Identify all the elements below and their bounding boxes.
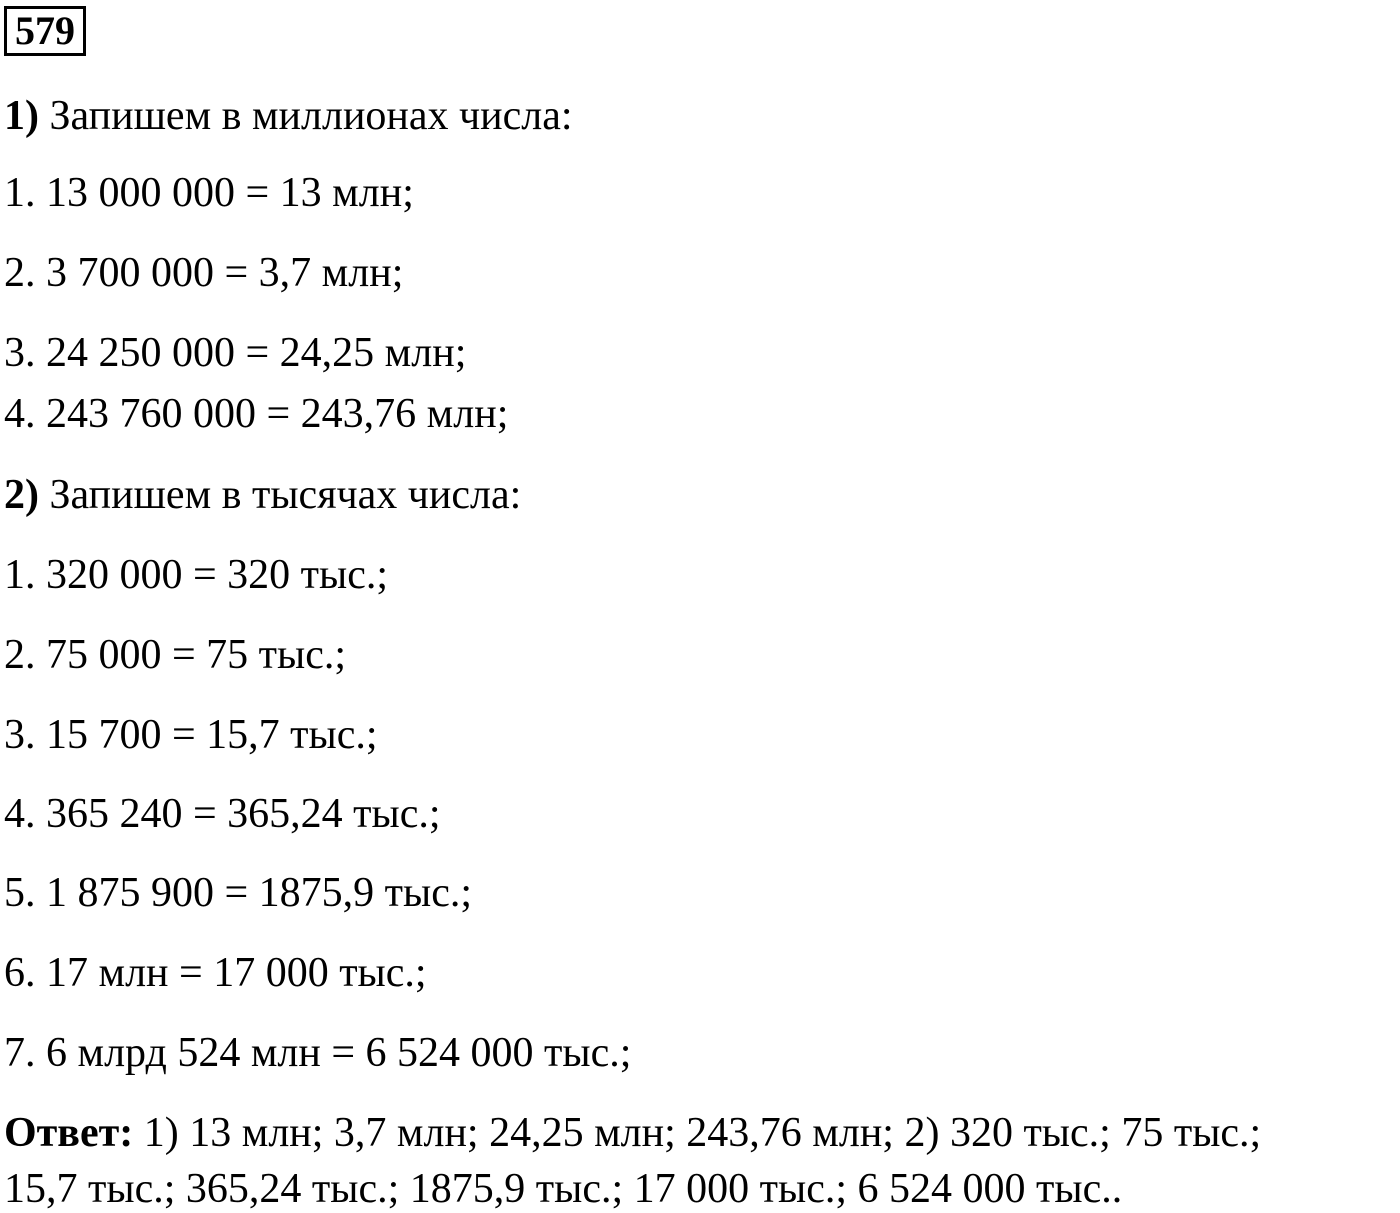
answer-line-1 [4, 1109, 1261, 1157]
part2-item-5: 5. 1 875 900 = 1875,9 тыс.; [4, 870, 473, 916]
part1-item-1: 1. 13 000 000 = 13 млн; [4, 170, 414, 216]
problem-number-box: 579 [4, 6, 86, 56]
part2-heading [4, 471, 521, 519]
part2-item-7: 7. 6 млрд 524 млн = 6 524 000 тыс.; [4, 1030, 632, 1076]
part2-item-6: 6. 17 млн = 17 000 тыс.; [4, 950, 427, 996]
part2-label: 2) [4, 472, 39, 518]
part2-item-2: 2. 75 000 = 75 тыс.; [4, 632, 347, 678]
part1-item-3: 3. 24 250 000 = 24,25 млн; [4, 330, 467, 376]
part2-item-1: 1. 320 000 = 320 тыс.; [4, 552, 389, 598]
part2-title: Запишем в тысячах числа: [39, 472, 522, 518]
answer-line-2: 15,7 тыс.; 365,24 тыс.; 1875,9 тыс.; 17 000 тыс.; 6 524 000 тыс.. [4, 1166, 1123, 1212]
answer-label: Ответ: [4, 1110, 134, 1156]
part1-title: Запишем в миллионах числа: [39, 93, 573, 139]
part1-item-4: 4. 243 760 000 = 243,76 млн; [4, 391, 509, 437]
part1-label: 1) [4, 93, 39, 139]
part1-heading [4, 92, 573, 140]
part2-item-4: 4. 365 240 = 365,24 тыс.; [4, 791, 441, 837]
answer-text-1: 1) 13 млн; 3,7 млн; 24,25 млн; 243,76 млн; 2) 320 тыс.; 75 тыс.; [133, 1110, 1262, 1156]
part2-item-3: 3. 15 700 = 15,7 тыс.; [4, 712, 378, 758]
part1-item-2: 2. 3 700 000 = 3,7 млн; [4, 250, 404, 296]
